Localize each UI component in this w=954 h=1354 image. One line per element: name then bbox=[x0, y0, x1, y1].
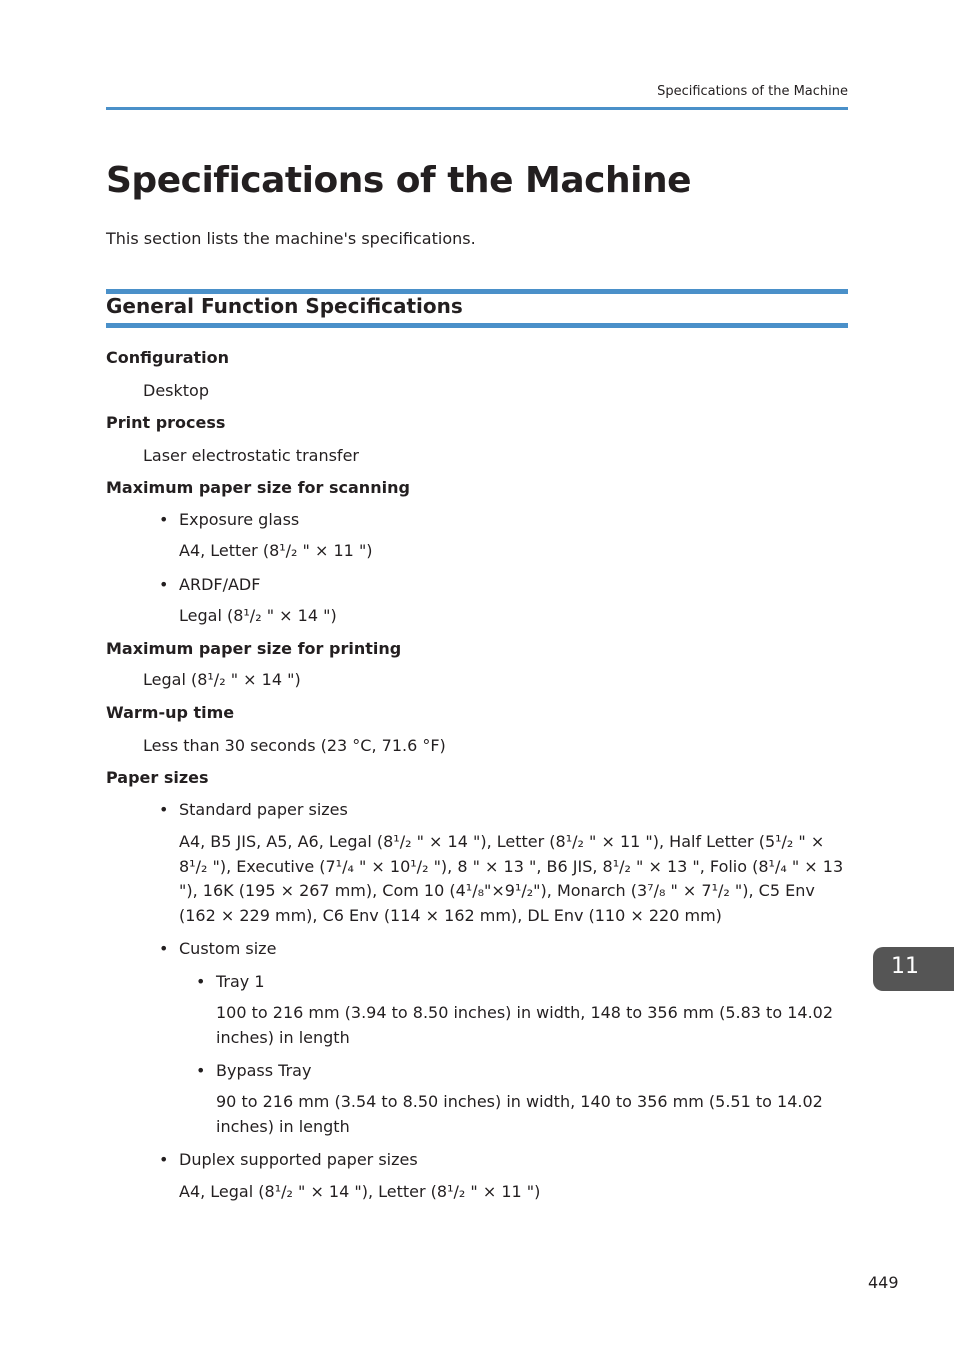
term-print-process: Print process bbox=[106, 413, 226, 432]
chapter-tab bbox=[873, 947, 954, 991]
value-ardf: Legal (8¹/₂ " × 14 ") bbox=[179, 606, 337, 625]
page-number: 449 bbox=[868, 1273, 899, 1292]
bullet-icon: • bbox=[159, 510, 169, 529]
label-bypass-tray: Bypass Tray bbox=[216, 1061, 312, 1080]
value-exposure-glass: A4, Letter (8¹/₂ " × 11 ") bbox=[179, 541, 373, 560]
term-warmup-time: Warm-up time bbox=[106, 703, 235, 722]
value-max-print-size: Legal (8¹/₂ " × 14 ") bbox=[143, 670, 301, 689]
bullet-icon: • bbox=[196, 972, 206, 991]
term-configuration: Configuration bbox=[106, 348, 230, 367]
label-duplex-sizes: Duplex supported paper sizes bbox=[179, 1150, 418, 1169]
header-rule bbox=[106, 107, 848, 110]
bullet-icon: • bbox=[159, 939, 169, 958]
value-tray1: 100 to 216 mm (3.94 to 8.50 inches) in width, 148 to 356 mm (5.83 to 14.02 inches) in length bbox=[216, 1003, 834, 1047]
term-max-scan-size: Maximum paper size for scanning bbox=[106, 478, 410, 497]
value-standard-sizes: A4, B5 JIS, A5, A6, Legal (8¹/₂ " × 14 "), Letter (8¹/₂ " × 11 "), Half Letter (5¹/₂ " × 8¹/₂ "), Executive (7¹/₄ " × 10¹/₂ "), 8 " × 13 ", B6 JIS, 8¹/₂ " × 13 ", Folio (8¹/₄ " × 13 "), 16K (195 × 267 mm), Com 10 (4¹/₈"×9¹/₂"), Monarch (3⁷/₈ " × 7¹/₂ "), C5 Env (162 × 229 mm), C6 Env (114 × 162 mm), DL Env (110 × 220 mm) bbox=[179, 832, 844, 926]
running-header: Specifications of the Machine bbox=[657, 84, 848, 99]
chapter-number: 11 bbox=[891, 954, 919, 979]
value-bypass-tray: 90 to 216 mm (3.54 to 8.50 inches) in width, 140 to 356 mm (5.51 to 14.02 inches) in length bbox=[216, 1092, 823, 1136]
label-exposure-glass: Exposure glass bbox=[179, 510, 300, 529]
term-paper-sizes: Paper sizes bbox=[106, 768, 209, 787]
label-custom-size: Custom size bbox=[179, 939, 277, 958]
term-max-print-size: Maximum paper size for printing bbox=[106, 639, 402, 658]
bullet-icon: • bbox=[196, 1061, 206, 1080]
bullet-icon: • bbox=[159, 800, 169, 819]
value-print-process: Laser electrostatic transfer bbox=[143, 446, 359, 465]
bullet-icon: • bbox=[159, 1150, 169, 1169]
value-duplex-sizes: A4, Legal (8¹/₂ " × 14 "), Letter (8¹/₂ " × 11 ") bbox=[179, 1182, 541, 1201]
intro-text: This section lists the machine's specifications. bbox=[106, 229, 476, 248]
page-title: Specifications of the Machine bbox=[106, 160, 691, 201]
bullet-icon: • bbox=[159, 575, 169, 594]
section-title: General Function Specifications bbox=[106, 294, 463, 318]
label-ardf: ARDF/ADF bbox=[179, 575, 261, 594]
label-tray1: Tray 1 bbox=[216, 972, 265, 991]
label-standard-sizes: Standard paper sizes bbox=[179, 800, 348, 819]
value-configuration: Desktop bbox=[143, 381, 209, 400]
section-rule-bottom bbox=[106, 323, 848, 328]
value-warmup-time: Less than 30 seconds (23 °C, 71.6 °F) bbox=[143, 736, 446, 755]
